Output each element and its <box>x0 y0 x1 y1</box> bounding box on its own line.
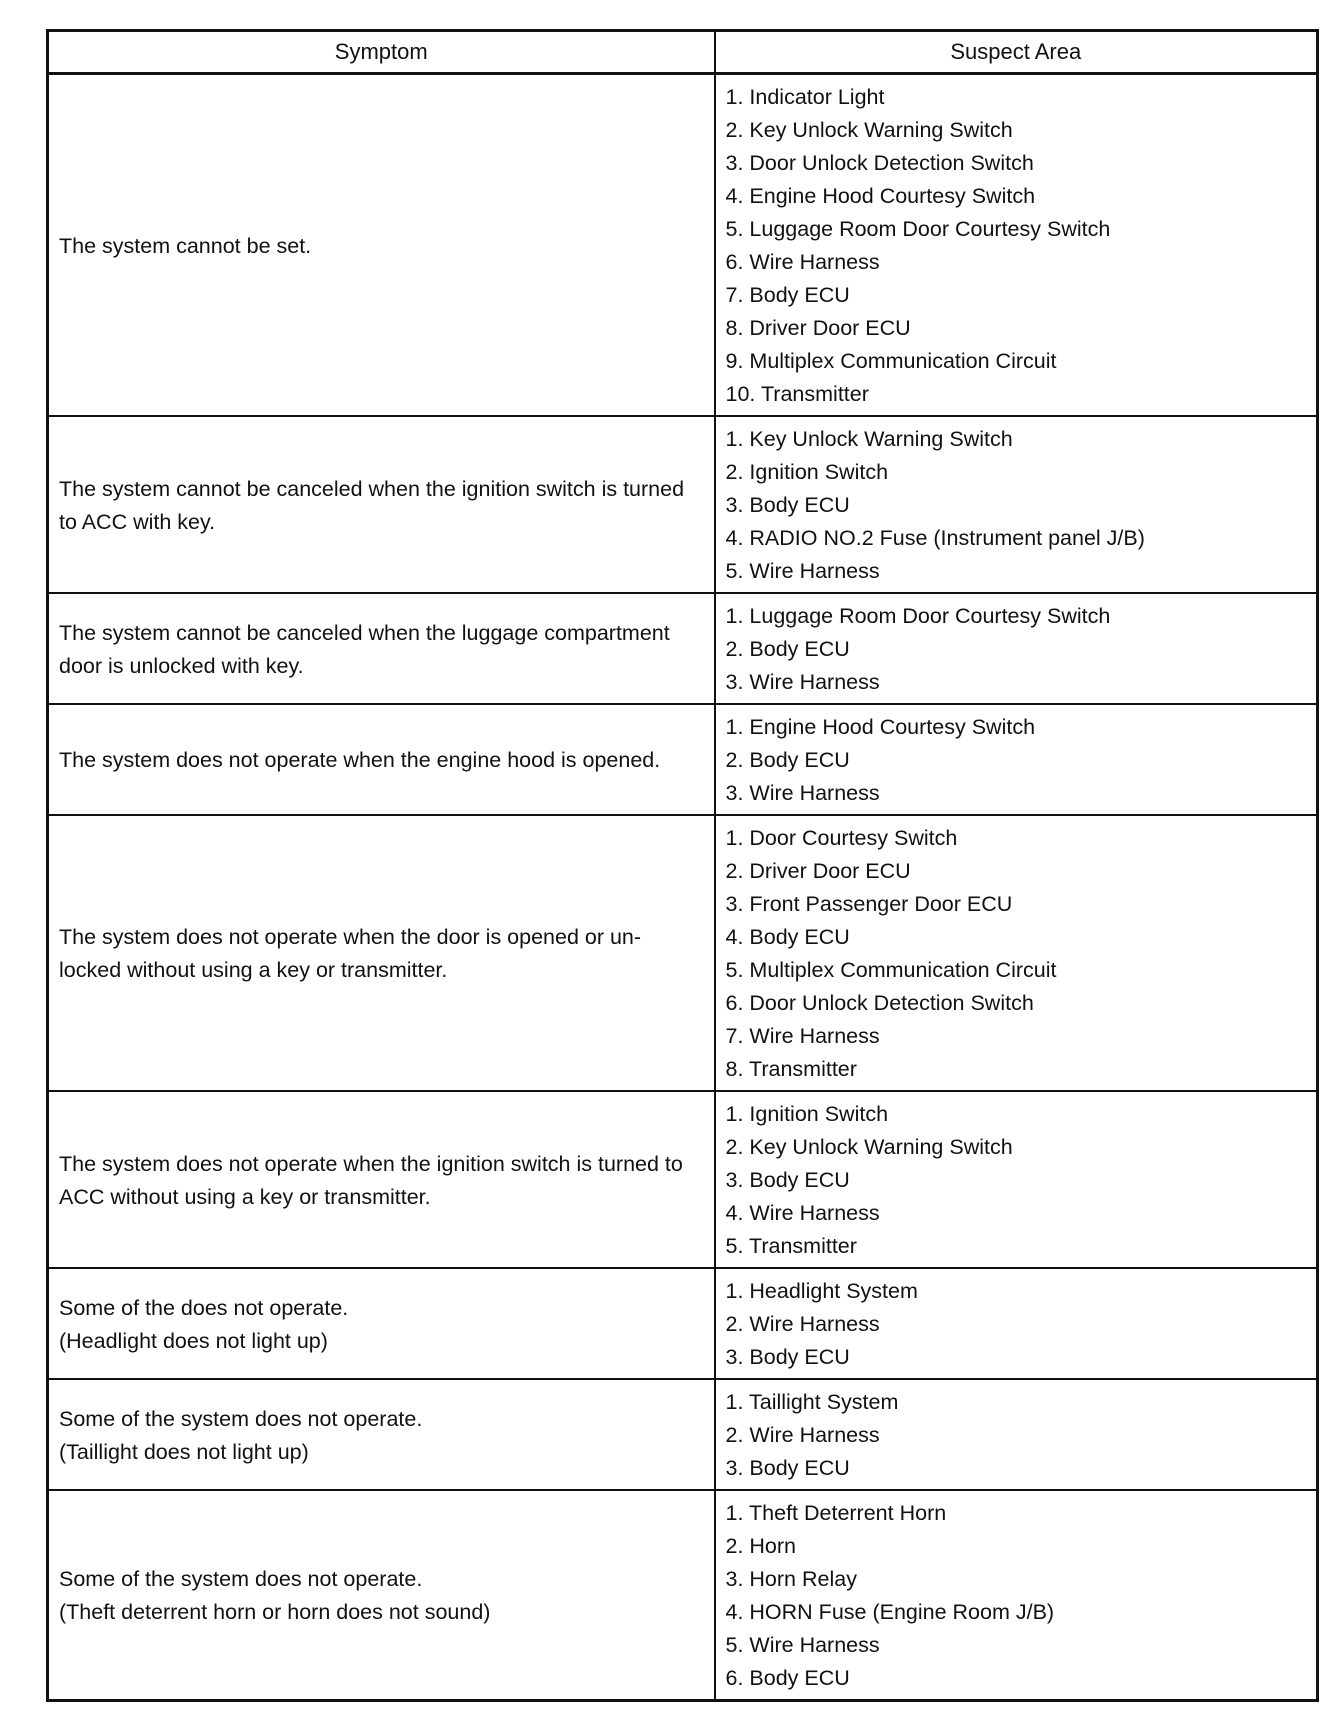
suspect-area-list <box>726 423 1307 588</box>
suspect-area-item: 2. Ignition Switch <box>725 460 889 484</box>
suspect-area-item: 6. Door Unlock Detection Switch <box>725 991 1034 1015</box>
suspect-area-item: 4. Wire Harness <box>725 1201 880 1225</box>
suspect-area-item: 1. Theft Deterrent Horn <box>725 1501 947 1525</box>
symptom-text: (Taillight does not light up) <box>59 1439 309 1464</box>
suspect-area-cell <box>715 704 1318 815</box>
suspect-area-item: 6. Wire Harness <box>725 250 880 274</box>
suspect-area-item: 3. Horn Relay <box>725 1567 857 1591</box>
suspect-area-cell <box>715 593 1318 704</box>
table-row <box>48 1379 1318 1490</box>
symptom-text: ACC without using a key or transmitter. <box>59 1184 431 1209</box>
table-row <box>48 74 1318 417</box>
suspect-area-item: 2. Horn <box>725 1534 797 1558</box>
suspect-area-item: 1. Headlight System <box>725 1279 918 1303</box>
suspect-area-item: 1. Key Unlock Warning Switch <box>725 427 1013 451</box>
symptom-text: The system cannot be canceled when the ignition switch is turned <box>59 476 685 501</box>
symptom-column-header: Symptom <box>48 31 715 74</box>
symptom-cell <box>48 704 715 815</box>
table-body <box>48 74 1318 1701</box>
suspect-area-item: 5. Multiplex Communication Circuit <box>725 958 1057 982</box>
suspect-area-item: 8. Transmitter <box>725 1057 857 1081</box>
suspect-area-item: 4. Engine Hood Courtesy Switch <box>725 184 1036 208</box>
suspect-area-item: 5. Luggage Room Door Courtesy Switch <box>725 217 1111 241</box>
suspect-area-item: 3. Wire Harness <box>725 670 880 694</box>
suspect-area-column-header: Suspect Area <box>715 31 1318 74</box>
symptom-text: The system cannot be set. <box>59 233 312 258</box>
suspect-area-item: 3. Body ECU <box>725 1168 850 1192</box>
suspect-area-item: 8. Driver Door ECU <box>725 316 911 340</box>
symptom-cell <box>48 593 715 704</box>
table-row <box>48 416 1318 593</box>
symptom-cell <box>48 416 715 593</box>
suspect-area-list <box>726 1497 1307 1695</box>
suspect-area-item: 3. Front Passenger Door ECU <box>725 892 1013 916</box>
suspect-area-item: 1. Luggage Room Door Courtesy Switch <box>725 604 1111 628</box>
symptom-text: The system does not operate when the ignition switch is turned to <box>59 1151 683 1176</box>
suspect-area-item: 3. Body ECU <box>725 493 850 517</box>
symptom-text: Some of the system does not operate. <box>59 1567 423 1591</box>
suspect-area-item: 6. Body ECU <box>725 1666 850 1690</box>
suspect-area-cell <box>715 416 1318 593</box>
symptom-text: The system cannot be canceled when the luggage compartment <box>59 620 670 645</box>
table-row <box>48 1490 1318 1701</box>
suspect-area-item: 3. Wire Harness <box>725 781 880 805</box>
problem-symptoms-table <box>46 29 1319 1702</box>
symptom-text: to ACC with key. <box>59 509 216 534</box>
symptom-text: locked without using a key or transmitter. <box>59 958 448 982</box>
suspect-area-item: 4. HORN Fuse (Engine Room J/B) <box>725 1600 1055 1624</box>
suspect-area-item: 2. Wire Harness <box>725 1423 880 1447</box>
header-row <box>48 31 1318 74</box>
symptom-cell <box>48 1268 715 1379</box>
symptom-cell <box>48 1091 715 1268</box>
symptom-cell <box>48 815 715 1091</box>
suspect-area-item: 2. Driver Door ECU <box>725 859 911 883</box>
suspect-area-list <box>726 1098 1307 1263</box>
suspect-area-item: 2. Key Unlock Warning Switch <box>725 118 1013 142</box>
table-row <box>48 593 1318 704</box>
symptom-text: Some of the system does not operate. <box>59 1406 423 1431</box>
symptom-text: Some of the does not operate. <box>59 1295 349 1320</box>
suspect-area-item: 2. Body ECU <box>725 637 850 661</box>
suspect-area-item: 7. Body ECU <box>725 283 850 307</box>
suspect-area-list <box>726 600 1307 699</box>
symptom-cell <box>48 1490 715 1701</box>
suspect-area-cell <box>715 74 1318 417</box>
table-row <box>48 1091 1318 1268</box>
suspect-area-cell <box>715 815 1318 1091</box>
suspect-area-item: 3. Body ECU <box>725 1345 850 1369</box>
suspect-area-item: 7. Wire Harness <box>725 1024 880 1048</box>
suspect-area-cell <box>715 1490 1318 1701</box>
suspect-area-item: 5. Wire Harness <box>725 559 880 583</box>
suspect-area-list <box>726 822 1307 1086</box>
suspect-area-item: 1. Door Courtesy Switch <box>725 826 958 850</box>
suspect-area-list <box>726 81 1307 411</box>
suspect-area-item: 4. RADIO NO.2 Fuse (Instrument panel J/B) <box>725 526 1145 550</box>
suspect-area-cell <box>715 1268 1318 1379</box>
suspect-area-item: 2. Key Unlock Warning Switch <box>725 1135 1013 1159</box>
suspect-area-item: 5. Wire Harness <box>725 1633 880 1657</box>
suspect-area-item: 4. Body ECU <box>725 925 850 949</box>
symptom-text: (Theft deterrent horn or horn does not sound) <box>59 1600 491 1624</box>
symptom-cell <box>48 74 715 417</box>
suspect-area-item: 3. Body ECU <box>725 1456 850 1480</box>
suspect-area-cell <box>715 1091 1318 1268</box>
suspect-area-item: 1. Indicator Light <box>725 85 885 109</box>
suspect-area-list <box>726 1386 1307 1485</box>
table-row <box>48 1268 1318 1379</box>
suspect-area-list <box>726 1275 1307 1374</box>
symptom-cell <box>48 1379 715 1490</box>
suspect-area-item: 9. Multiplex Communication Circuit <box>725 349 1057 373</box>
suspect-area-item: 1. Ignition Switch <box>725 1102 889 1126</box>
suspect-area-cell <box>715 1379 1318 1490</box>
suspect-area-item: 3. Door Unlock Detection Switch <box>725 151 1034 175</box>
suspect-area-item: 10. Transmitter <box>725 382 869 406</box>
suspect-area-item: 2. Body ECU <box>725 748 850 772</box>
suspect-area-item: 1. Taillight System <box>725 1390 899 1414</box>
suspect-area-item: 1. Engine Hood Courtesy Switch <box>725 715 1036 739</box>
symptom-text: The system does not operate when the engine hood is opened. <box>59 748 661 772</box>
table-row <box>48 815 1318 1091</box>
symptom-text: The system does not operate when the door is opened or un- <box>59 925 642 949</box>
suspect-area-item: 5. Transmitter <box>725 1234 857 1258</box>
symptom-text: door is unlocked with key. <box>59 653 304 678</box>
symptom-text: (Headlight does not light up) <box>59 1328 328 1353</box>
table-row <box>48 704 1318 815</box>
suspect-area-item: 2. Wire Harness <box>725 1312 880 1336</box>
troubleshooting-sheet <box>46 29 1316 1702</box>
suspect-area-list <box>726 711 1307 810</box>
